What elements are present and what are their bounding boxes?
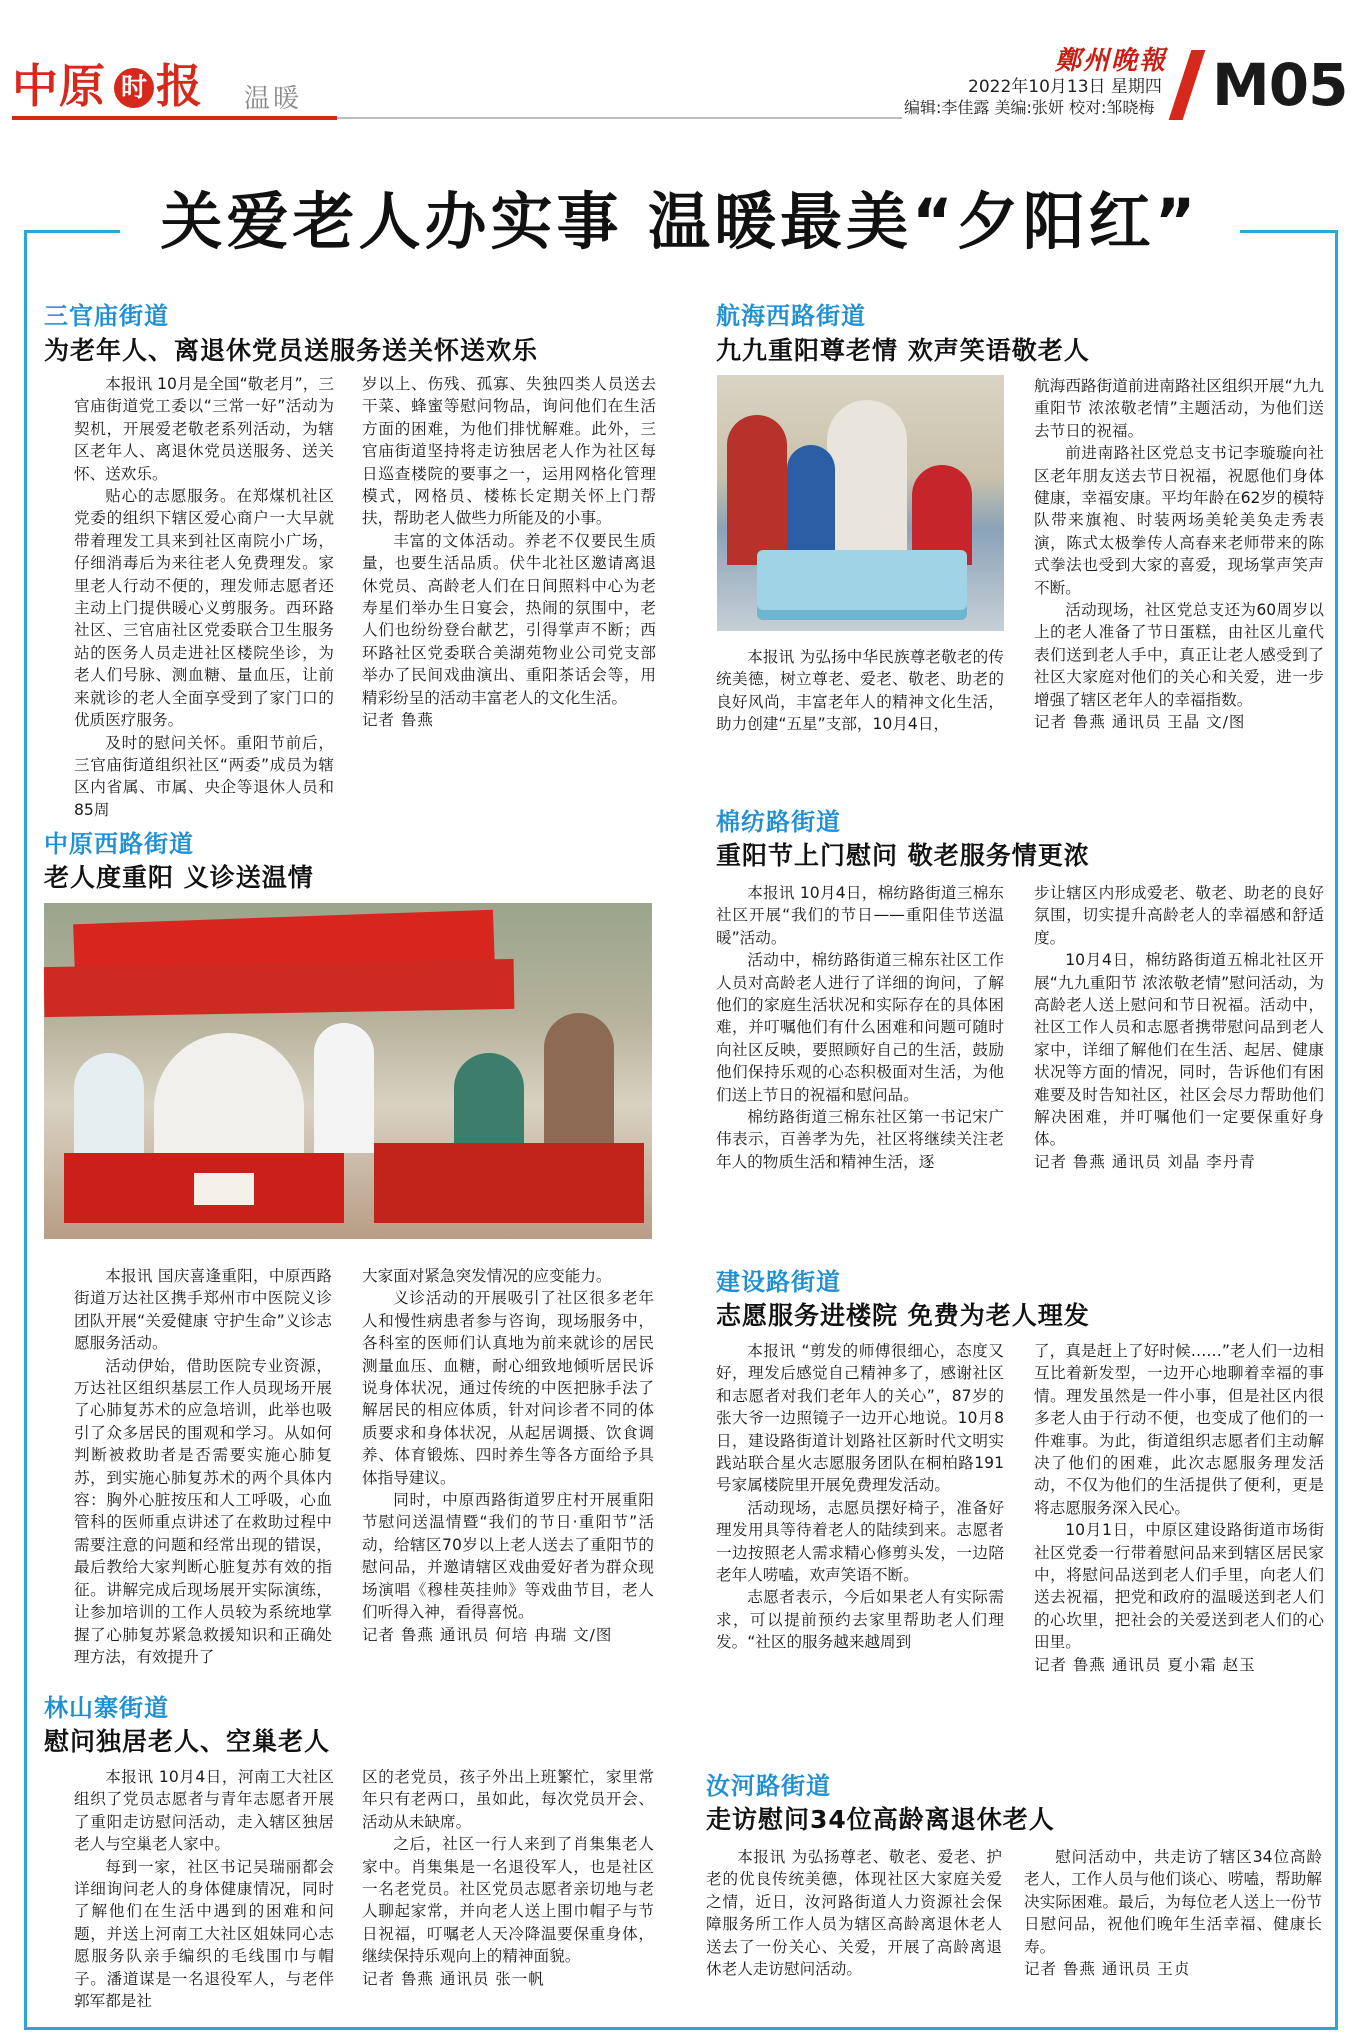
- logo-zhongyuan: 中原: [12, 59, 106, 113]
- title-linshanzhai: 慰问独居老人、空巢老人: [44, 1727, 331, 1756]
- masthead-logo: [12, 58, 242, 114]
- article-hanghai-col1: [716, 646, 1004, 736]
- masthead-grey-rule: [337, 117, 902, 119]
- paragraph: 及时的慰问关怀。重阳节前后，三官庙街道组织社区“两委”成员为辖区内省属、市属、央企等退休人员和85周: [74, 733, 334, 819]
- kicker-hanghai: 航海西路街道: [716, 302, 866, 330]
- page-headline: 关爱老人办实事 温暖最美“夕阳红”: [160, 185, 1200, 258]
- byline: 记者 鲁燕 通讯员 王贞: [1024, 1960, 1191, 1979]
- article-jianshe-col2: [1034, 1340, 1324, 1676]
- byline: 记者 鲁燕 通讯员 王晶 文/图: [1034, 713, 1246, 732]
- title-sanguanmiao: 为老年人、离退休党员送服务送关怀送欢乐: [44, 336, 539, 365]
- paragraph: 每到一家，社区书记吴瑞丽都会详细询问老人的身体健康情况，同时了解他们在生活中遇到的困难和问题，并送上河南工大社区姐妹同心志愿服务队亲手编织的毛线围巾与帽子。潘道谋是一名退役军人，与老伴郭军都是社: [74, 1857, 334, 2011]
- paragraph: 之后，社区一行人来到了肖集集老人家中。肖集集是一名退役军人，也是社区一名老党员。社区党员志愿者亲切地与老人聊起家常，并向老人送上围巾帽子与节日祝福，叮嘱老人天冷降温要保重身体，继续保持乐观向上的精神面貌。: [362, 1835, 654, 1966]
- issue-date: 2022年10月13日 星期四: [968, 77, 1162, 97]
- section-label: 温暖: [244, 84, 303, 114]
- article-sanguanmiao-col1: [74, 373, 334, 821]
- article-mianfang-col1: [716, 882, 1004, 1173]
- page-slash-mark: [1169, 50, 1206, 120]
- page-number: M05: [1212, 51, 1348, 119]
- paragraph: 棉纺路街道三棉东社区第一书记宋广伟表示，百善孝为先，社区将继续关注老年人的物质生活和精神生活，逐: [716, 1108, 1004, 1171]
- byline: 记者 鲁燕 通讯员 张一帆: [362, 1969, 545, 1988]
- paragraph: 航海西路街道前进南路社区组织开展“九九重阳节 浓浓敬老情”主题活动，为他们送去节日的祝福。: [1034, 377, 1324, 440]
- paragraph: 岁以上、伤残、孤寡、失独四类人员送去干菜、蜂蜜等慰问物品，询问他们在生活方面的困难，为他们排忧解难。此外，三官庙街道坚持将走访独居老人作为社区每日巡查楼院的要事之一，运用网格化管理模式，网格员、楼栋长定期关怀上门帮扶，帮助老人做些力所能及的小事。: [362, 375, 656, 528]
- paragraph: 了，真是赶上了好时候……”老人们一边相互比着新发型，一边开心地聊着幸福的事情。理发虽然是一件小事，但是社区内很多老人由于行动不便，也变成了他们的一件难事。为此，街道组织志愿者们主动解决了他们的困难，此次志愿服务理发活动，不仅为他们的生活提供了便利，更是将志愿服务深入民心。: [1034, 1342, 1324, 1517]
- title-jianshe: 志愿服务进楼院 免费为老人理发: [716, 1301, 1090, 1330]
- article-ruhe-col2: [1024, 1846, 1322, 1980]
- logo-shi-circle: 时: [114, 68, 154, 108]
- paragraph: 丰富的文体活动。养老不仅要民生质量，也要生活品质。伏牛北社区邀请离退休党员、高龄老人们在日间照料中心为老寿星们举办生日宴会，热闹的氛围中，老人们也纷纷登台献艺，引得掌声不断；西环路社区党委联合美湖苑物业公司党支部举办了民间戏曲演出、重阳茶话会等，用精彩纷呈的活动丰富老人的文化生活。: [362, 531, 656, 707]
- masthead-red-rule: [12, 116, 337, 120]
- newspaper-brand: 鄭州晚報: [1055, 46, 1168, 76]
- paragraph: 贴心的志愿服务。在郑煤机社区党委的组织下辖区爱心商户一大早就带着理发工具来到社区南院小广场，仔细消毒后为来往老人免费理发。家里老人行动不便的，理发师志愿者还主动上门提供暖心义剪服务。西环路社区、三官庙社区党委联合卫生服务站的医务人员走进社区楼院坐诊，为老人们号脉、测血糖、量血压，让前来就诊的老人全面享受到了家门口的优质医疗服务。: [74, 487, 334, 730]
- paragraph: 活动伊始，借助医院专业资源，万达社区组织基层工作人员现场开展了心肺复苏术的应急培训，此举也吸引了众多居民的围观和学习。从如何判断被救助者是否需要实施心肺复苏，到实施心肺复苏术的两个具体内容：胸外心脏按压和人工呼吸，心血管科的医师重点讲述了在救助过程中需要注意的问题和经常出现的错误，最后教给大家判断心脏复苏有效的指征。讲解完成后现场展开实际演练，让参加培训的工作人员较为系统地掌握了心肺复苏紧急救援知识和正确处理方法，有效提升了: [74, 1356, 332, 1666]
- paragraph: 本报讯 10月是全国“敬老月”，三官庙街道党工委以“三常一好”活动为契机，开展爱老敬老系列活动，为辖区老年人、离退休党员送服务、送关怀、送欢乐。: [74, 375, 334, 483]
- photo-free-clinic: [44, 903, 652, 1239]
- paragraph: 活动中，棉纺路街道三棉东社区工作人员对高龄老人进行了详细的询问，了解他们的家庭生活状况和实际存在的具体困难，并叮嘱他们有什么困难和问题可随时向社区反映，要照顾好自己的生活，鼓励他们保持乐观的心态积极面对生活，为他们送上节日的祝福和慰问品。: [716, 951, 1004, 1104]
- article-hanghai-col2: [1034, 375, 1324, 734]
- kicker-ruhe: 汝河路街道: [706, 1772, 831, 1800]
- kicker-linshanzhai: 林山寨街道: [44, 1694, 169, 1722]
- paragraph: 义诊活动的开展吸引了社区很多老年人和慢性病患者参与咨询，现场服务中，各科室的医师们认真地为前来就诊的居民测量血压、血糖，耐心细致地倾听居民诉说身体状况，通过传统的中医把脉手法了解居民的相应体质，针对问诊者不同的体质要求和身体状况，从起居调摄、饮食调养、体育锻炼、四时养生等各方面给予具体指导建议。: [362, 1289, 654, 1487]
- paragraph: 前进南路社区党总支书记李璇璇向社区老年朋友送去节日祝福，祝愿他们身体健康，幸福安康。平均年龄在62岁的模特队带来旗袍、时装两场美轮美奂走秀表演，陈式太极拳传人高春来老师带来的陈式拳法也受到大家的喜爱，现场掌声笑声不断。: [1034, 444, 1324, 597]
- paragraph: 10月4日，棉纺路街道五棉北社区开展“九九重阳节 浓浓敬老情”慰问活动，为高龄老人送上慰问和节日祝福。活动中，社区工作人员和志愿者携带慰问品到老人家中，详细了解他们在生活、起居、健康状况等方面的情况，同时，告诉他们有困难要及时告知社区，社区会尽力帮助他们解决困难，并叮嘱他们一定要保重好身体。: [1034, 951, 1324, 1149]
- paragraph: 区的老党员，孩子外出上班繁忙，家里常年只有老两口，虽如此，每次党员开会、活动从未缺席。: [362, 1768, 654, 1831]
- byline: 记者 鲁燕 通讯员 夏小霜 赵玉: [1034, 1655, 1256, 1674]
- paragraph: 本报讯 国庆喜逢重阳，中原西路街道万达社区携手郑州市中医院义诊团队开展“关爱健康 守护生命”义诊志愿服务活动。: [74, 1267, 332, 1353]
- byline: 记者 鲁燕: [362, 711, 434, 730]
- editor-credits: 编辑:李佳露 美编:张妍 校对:邹晓梅: [904, 98, 1155, 117]
- title-zhongyuanxi: 老人度重阳 义诊送温情: [44, 863, 314, 892]
- paragraph: 本报讯 为弘扬中华民族尊老敬老的传统美德，树立尊老、爱老、敬老、助老的良好风尚，丰富老年人的精神文化生活，助力创建“五星”支部，10月4日，: [716, 648, 1004, 734]
- paragraph: 本报讯 10月4日，河南工大社区组织了党员志愿者与青年志愿者开展了重阳走访慰问活动，走入辖区独居老人与空巢老人家中。: [74, 1768, 334, 1854]
- title-mianfang: 重阳节上门慰问 敬老服务情更浓: [716, 841, 1090, 870]
- paragraph: 步让辖区内形成爱老、敬老、助老的良好氛围，切实提升高龄老人的幸福感和舒适度。: [1034, 884, 1324, 947]
- kicker-mianfang: 棉纺路街道: [716, 808, 841, 836]
- kicker-jianshe: 建设路街道: [716, 1268, 841, 1296]
- logo-bao: 报: [156, 59, 202, 113]
- title-ruhe: 走访慰问34位高龄离退休老人: [706, 1805, 1055, 1834]
- paragraph: 本报讯 10月4日，棉纺路街道三棉东社区开展“我们的节日——重阳佳节送温暖”活动。: [716, 884, 1004, 947]
- paragraph: 10月1日，中原区建设路街道市场街社区党委一行带着慰问品来到辖区居民家中，将慰问品送到老人们手里，向老人们送去祝福，把党和政府的温暖送到老人们的心坎里，把社会的关爱送到老人们的心田里。: [1034, 1521, 1324, 1652]
- article-jianshe-col1: [716, 1340, 1004, 1654]
- title-hanghai: 九九重阳尊老情 欢声笑语敬老人: [716, 336, 1090, 365]
- kicker-zhongyuanxi: 中原西路街道: [44, 830, 194, 858]
- paragraph: 活动现场，志愿员摆好椅子，准备好理发用具等待着老人的陆续到来。志愿者一边按照老人需求精心修剪头发，一边陪老年人唠嗑，欢声笑语不断。: [716, 1498, 1004, 1585]
- article-mianfang-col2: [1034, 882, 1324, 1173]
- kicker-sanguanmiao: 三官庙街道: [44, 302, 169, 330]
- article-linshanzhai-col2: [362, 1766, 654, 1990]
- article-zhongyuanxi-col1: [74, 1265, 332, 1668]
- paragraph: 慰问活动中，共走访了辖区34位高龄老人，工作人员与他们谈心、唠嗑，帮助解决实际困难。最后，为每位老人送上一份节日慰问品，祝他们晚年生活幸福、健康长寿。: [1024, 1848, 1322, 1956]
- byline: 记者 鲁燕 通讯员 刘晶 李丹青: [1034, 1152, 1256, 1171]
- paragraph: 本报讯 为弘扬尊老、敬老、爱老、护老的优良传统美德，体现社区大家庭关爱之情，近日，汝河路街道人力资源社会保障服务所工作人员为辖区高龄离退休老人送去了一份关心、关爱，开展了高龄离退休老人走访慰问活动。: [706, 1848, 1002, 1979]
- photo-cake-celebration: [717, 375, 1004, 631]
- paragraph: 活动现场，社区党总支还为60周岁以上的老人准备了节日蛋糕，由社区儿童代表们送到老人手中，真正让老人感受到了社区大家庭对他们的关心和关爱，进一步增强了辖区老年人的幸福指数。: [1034, 601, 1324, 709]
- article-sanguanmiao-col2: [362, 373, 656, 732]
- byline: 记者 鲁燕 通讯员 何培 冉瑞 文/图: [362, 1625, 613, 1644]
- article-linshanzhai-col1: [74, 1766, 334, 2012]
- article-ruhe-col1: [706, 1846, 1002, 1980]
- paragraph: 同时，中原西路街道罗庄村开展重阳节慰问送温情暨“我们的节日·重阳节”活动，给辖区70岁以上老人送去了重阳节的慰问品，并邀请辖区戏曲爱好者为群众现场演唱《穆桂英挂帅》等戏曲节目，老人们听得入神，看得喜悦。: [362, 1491, 654, 1622]
- article-zhongyuanxi-col2: [362, 1265, 654, 1646]
- paragraph: 本报讯 “剪发的师傅很细心，态度又好，理发后感觉自己精神多了，感谢社区和志愿者对我们老年人的关心”，87岁的张大爷一边照镜子一边开心地说。10月8日，建设路街道计划路社区新时代文明实践站联合星火志愿服务团队在桐柏路191号家属楼院里开展免费理发活动。: [716, 1342, 1004, 1495]
- paragraph: 志愿者表示，今后如果老人有实际需求，可以提前预约去家里帮助老人们理发。“社区的服务越来越周到: [716, 1588, 1004, 1652]
- paragraph: 大家面对紧急突发情况的应变能力。: [362, 1267, 612, 1285]
